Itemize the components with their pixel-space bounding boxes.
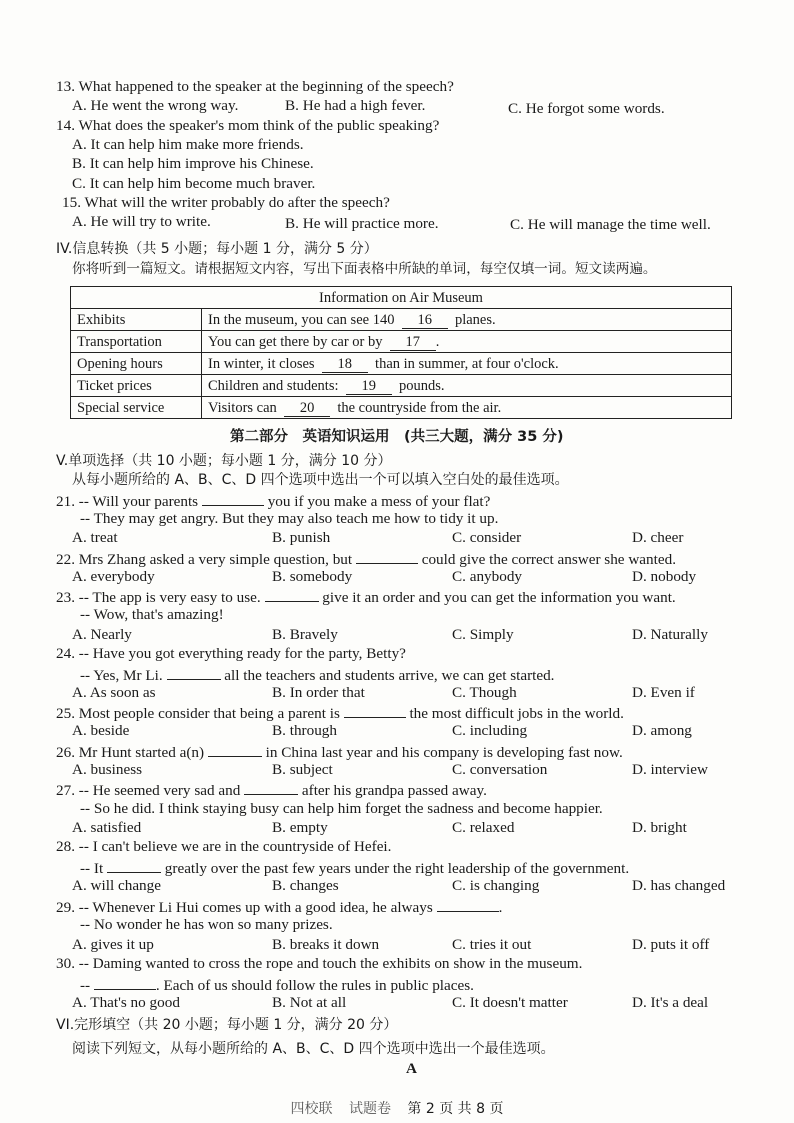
- row-label: Exhibits: [71, 309, 202, 331]
- page-footer: [0, 1098, 794, 1118]
- table-row: [71, 309, 732, 331]
- q25-option-c: C. including: [452, 722, 528, 739]
- q27-line2: -- So he did. I think staying busy can help him forget the sadness and become happier.: [80, 800, 603, 817]
- q21-line1: 21. -- Will your parents you if you make a mess of your flat?: [56, 493, 491, 510]
- footer-left: 四校联: [290, 1101, 333, 1117]
- row-text-post: than in summer, at four o'clock.: [375, 355, 559, 372]
- q25-line1: 25. Most people consider that being a parent is the most difficult jobs in the world.: [56, 705, 624, 722]
- q22-line1: 22. Mrs Zhang asked a very simple question, but could give the correct answer she wanted.: [56, 551, 676, 568]
- row-text-pre: Visitors can: [208, 399, 277, 416]
- q25-option-b: B. through: [272, 722, 337, 739]
- answer-blank[interactable]: [265, 587, 319, 602]
- row-text-post: the countryside from the air.: [337, 399, 502, 416]
- table-row: [71, 375, 732, 397]
- q21-option-b: B. punish: [272, 529, 331, 546]
- q30-option-a: A. That's no good: [72, 994, 180, 1011]
- q24-line1: 24. -- Have you got everything ready for the party, Betty?: [56, 645, 406, 662]
- row-content: [202, 375, 732, 397]
- q27-option-b: B. empty: [272, 819, 328, 836]
- q14-option-a: A. It can help him make more friends.: [72, 136, 304, 153]
- answer-blank[interactable]: [202, 491, 264, 506]
- table-row: [71, 397, 732, 419]
- row-text-pre: You can get there by car or by: [208, 333, 383, 350]
- q30-line1: 30. -- Daming wanted to cross the rope and touch the exhibits on show in the museum.: [56, 955, 583, 972]
- part4-instruction: 你将听到一篇短文。请根据短文内容，写出下面表格中所缺的单词，每空仅填一词。短文读两遍。: [72, 261, 657, 277]
- q15-option-c: C. He will manage the time well.: [510, 216, 711, 233]
- q24-option-a: A. As soon as: [72, 684, 156, 701]
- row-text-post: pounds.: [399, 377, 445, 394]
- q23-line1: 23. -- The app is very easy to use. give it an order and you can get the information you want.: [56, 589, 676, 606]
- footer-mid: 试题卷: [348, 1101, 391, 1117]
- q27-line1: 27. -- He seemed very sad and after his grandpa passed away.: [56, 782, 487, 799]
- q28-option-b: B. changes: [272, 877, 339, 894]
- q29-option-c: C. tries it out: [452, 936, 532, 953]
- q13-stem: 13. What happened to the speaker at the beginning of the speech?: [56, 78, 454, 95]
- q29-line2: -- No wonder he has won so many prizes.: [80, 916, 333, 933]
- q23-line2: -- Wow, that's amazing!: [80, 606, 224, 623]
- part6-instruction: 阅读下列短文，从每小题所给的 A、B、C、D 四个选项中选出一个最佳选项。: [72, 1041, 555, 1057]
- q15-option-a: A. He will try to write.: [72, 213, 211, 230]
- q28-line2: -- It greatly over the past few years under the right leadership of the government.: [80, 860, 630, 877]
- row-content: [202, 353, 732, 375]
- answer-blank[interactable]: [344, 703, 406, 718]
- q28-option-c: C. is changing: [452, 877, 540, 894]
- answer-blank[interactable]: [356, 549, 418, 564]
- q27-option-c: C. relaxed: [452, 819, 515, 836]
- answer-blank[interactable]: [244, 780, 298, 795]
- part4-heading: IV.信息转换（共 5 小题；每小题 1 分，满分 5 分）: [56, 241, 378, 257]
- q15-stem: 15. What will the writer probably do after the speech?: [62, 194, 390, 211]
- row-content: [202, 331, 732, 353]
- table-title-row: [71, 287, 732, 309]
- q21-line2: -- They may get angry. But they may also teach me how to tidy it up.: [80, 510, 499, 527]
- part2-heading: 第二部分 英语知识运用 (共三大题，满分 35 分): [230, 429, 564, 445]
- q13-option-a: A. He went the wrong way.: [72, 97, 239, 114]
- row-label: Transportation: [71, 331, 202, 353]
- passage-label: A: [406, 1060, 417, 1077]
- q26-option-a: A. business: [72, 761, 143, 778]
- row-text-post: .: [435, 333, 440, 350]
- q24-line2: -- Yes, Mr Li. all the teachers and students arrive, we can get started.: [80, 667, 555, 684]
- q29-line1: 29. -- Whenever Li Hui comes up with a good idea, he always .: [56, 899, 503, 916]
- q29-option-d: D. puts it off: [632, 936, 710, 953]
- q23-option-b: B. Bravely: [272, 626, 338, 643]
- row-content: [202, 397, 732, 419]
- q21-option-c: C. consider: [452, 529, 522, 546]
- q14-stem: 14. What does the speaker's mom think of the public speaking?: [56, 117, 440, 134]
- q26-option-d: D. interview: [632, 761, 708, 778]
- part6-heading: VI.完形填空（共 20 小题；每小题 1 分，满分 20 分）: [56, 1017, 398, 1033]
- q24-option-b: B. In order that: [272, 684, 365, 701]
- row-label: Ticket prices: [71, 375, 202, 397]
- table-row: [71, 353, 732, 375]
- q30-option-c: C. It doesn't matter: [452, 994, 568, 1011]
- part5-heading: V.单项选择（共 10 小题；每小题 1 分，满分 10 分）: [56, 453, 392, 469]
- q14-option-b: B. It can help him improve his Chinese.: [72, 155, 314, 172]
- blank-18[interactable]: 18: [322, 357, 368, 373]
- q30-option-d: D. It's a deal: [632, 994, 709, 1011]
- q26-line1: 26. Mr Hunt started a(n) in China last year and his company is developing fast now.: [56, 744, 623, 761]
- q22-option-c: C. anybody: [452, 568, 523, 585]
- q28-option-d: D. has changed: [632, 877, 726, 894]
- q13-option-b: B. He had a high fever.: [285, 97, 426, 114]
- row-text-post: planes.: [454, 311, 496, 328]
- table-row: [71, 331, 732, 353]
- q30-line2: -- . Each of us should follow the rules in public places.: [80, 977, 474, 994]
- q22-option-d: D. nobody: [632, 568, 697, 585]
- blank-19[interactable]: 19: [346, 379, 392, 395]
- q13-option-c: C. He forgot some words.: [508, 100, 665, 117]
- q27-option-d: D. bright: [632, 819, 687, 836]
- answer-blank[interactable]: [437, 897, 499, 912]
- q29-option-a: A. gives it up: [72, 936, 154, 953]
- blank-16[interactable]: 16: [402, 313, 448, 329]
- q22-option-b: B. somebody: [272, 568, 353, 585]
- q28-line1: 28. -- I can't believe we are in the countryside of Hefei.: [56, 838, 392, 855]
- row-label: Special service: [71, 397, 202, 419]
- q21-option-d: D. cheer: [632, 529, 684, 546]
- q26-option-b: B. subject: [272, 761, 333, 778]
- row-text-pre: In winter, it closes: [208, 355, 315, 372]
- q23-option-d: D. Naturally: [632, 626, 708, 643]
- row-text-pre: In the museum, you can see 140: [208, 311, 395, 328]
- blank-20[interactable]: 20: [284, 401, 330, 417]
- answer-blank[interactable]: [107, 858, 161, 873]
- blank-17[interactable]: 17: [390, 335, 436, 351]
- air-museum-table: [70, 286, 732, 419]
- q14-option-c: C. It can help him become much braver.: [72, 175, 316, 192]
- q26-option-c: C. conversation: [452, 761, 548, 778]
- q23-option-c: C. Simply: [452, 626, 514, 643]
- q24-option-d: D. Even if: [632, 684, 695, 701]
- page-number: 第 2 页 共 8 页: [407, 1101, 504, 1117]
- q15-option-b: B. He will practice more.: [285, 215, 439, 232]
- q22-option-a: A. everybody: [72, 568, 155, 585]
- q24-option-c: C. Though: [452, 684, 517, 701]
- q25-option-a: A. beside: [72, 722, 130, 739]
- q25-option-d: D. among: [632, 722, 692, 739]
- table-title: Information on Air Museum: [71, 287, 732, 309]
- answer-blank[interactable]: [208, 742, 262, 757]
- q21-option-a: A. treat: [72, 529, 118, 546]
- part5-instruction: 从每小题所给的 A、B、C、D 四个选项中选出一个可以填入空白处的最佳选项。: [72, 472, 569, 488]
- answer-blank[interactable]: [167, 665, 221, 680]
- q28-option-a: A. will change: [72, 877, 161, 894]
- row-label: Opening hours: [71, 353, 202, 375]
- row-text-pre: Children and students:: [208, 377, 339, 394]
- q23-option-a: A. Nearly: [72, 626, 132, 643]
- row-content: [202, 309, 732, 331]
- q29-option-b: B. breaks it down: [272, 936, 380, 953]
- answer-blank[interactable]: [94, 975, 156, 990]
- q30-option-b: B. Not at all: [272, 994, 347, 1011]
- q27-option-a: A. satisfied: [72, 819, 142, 836]
